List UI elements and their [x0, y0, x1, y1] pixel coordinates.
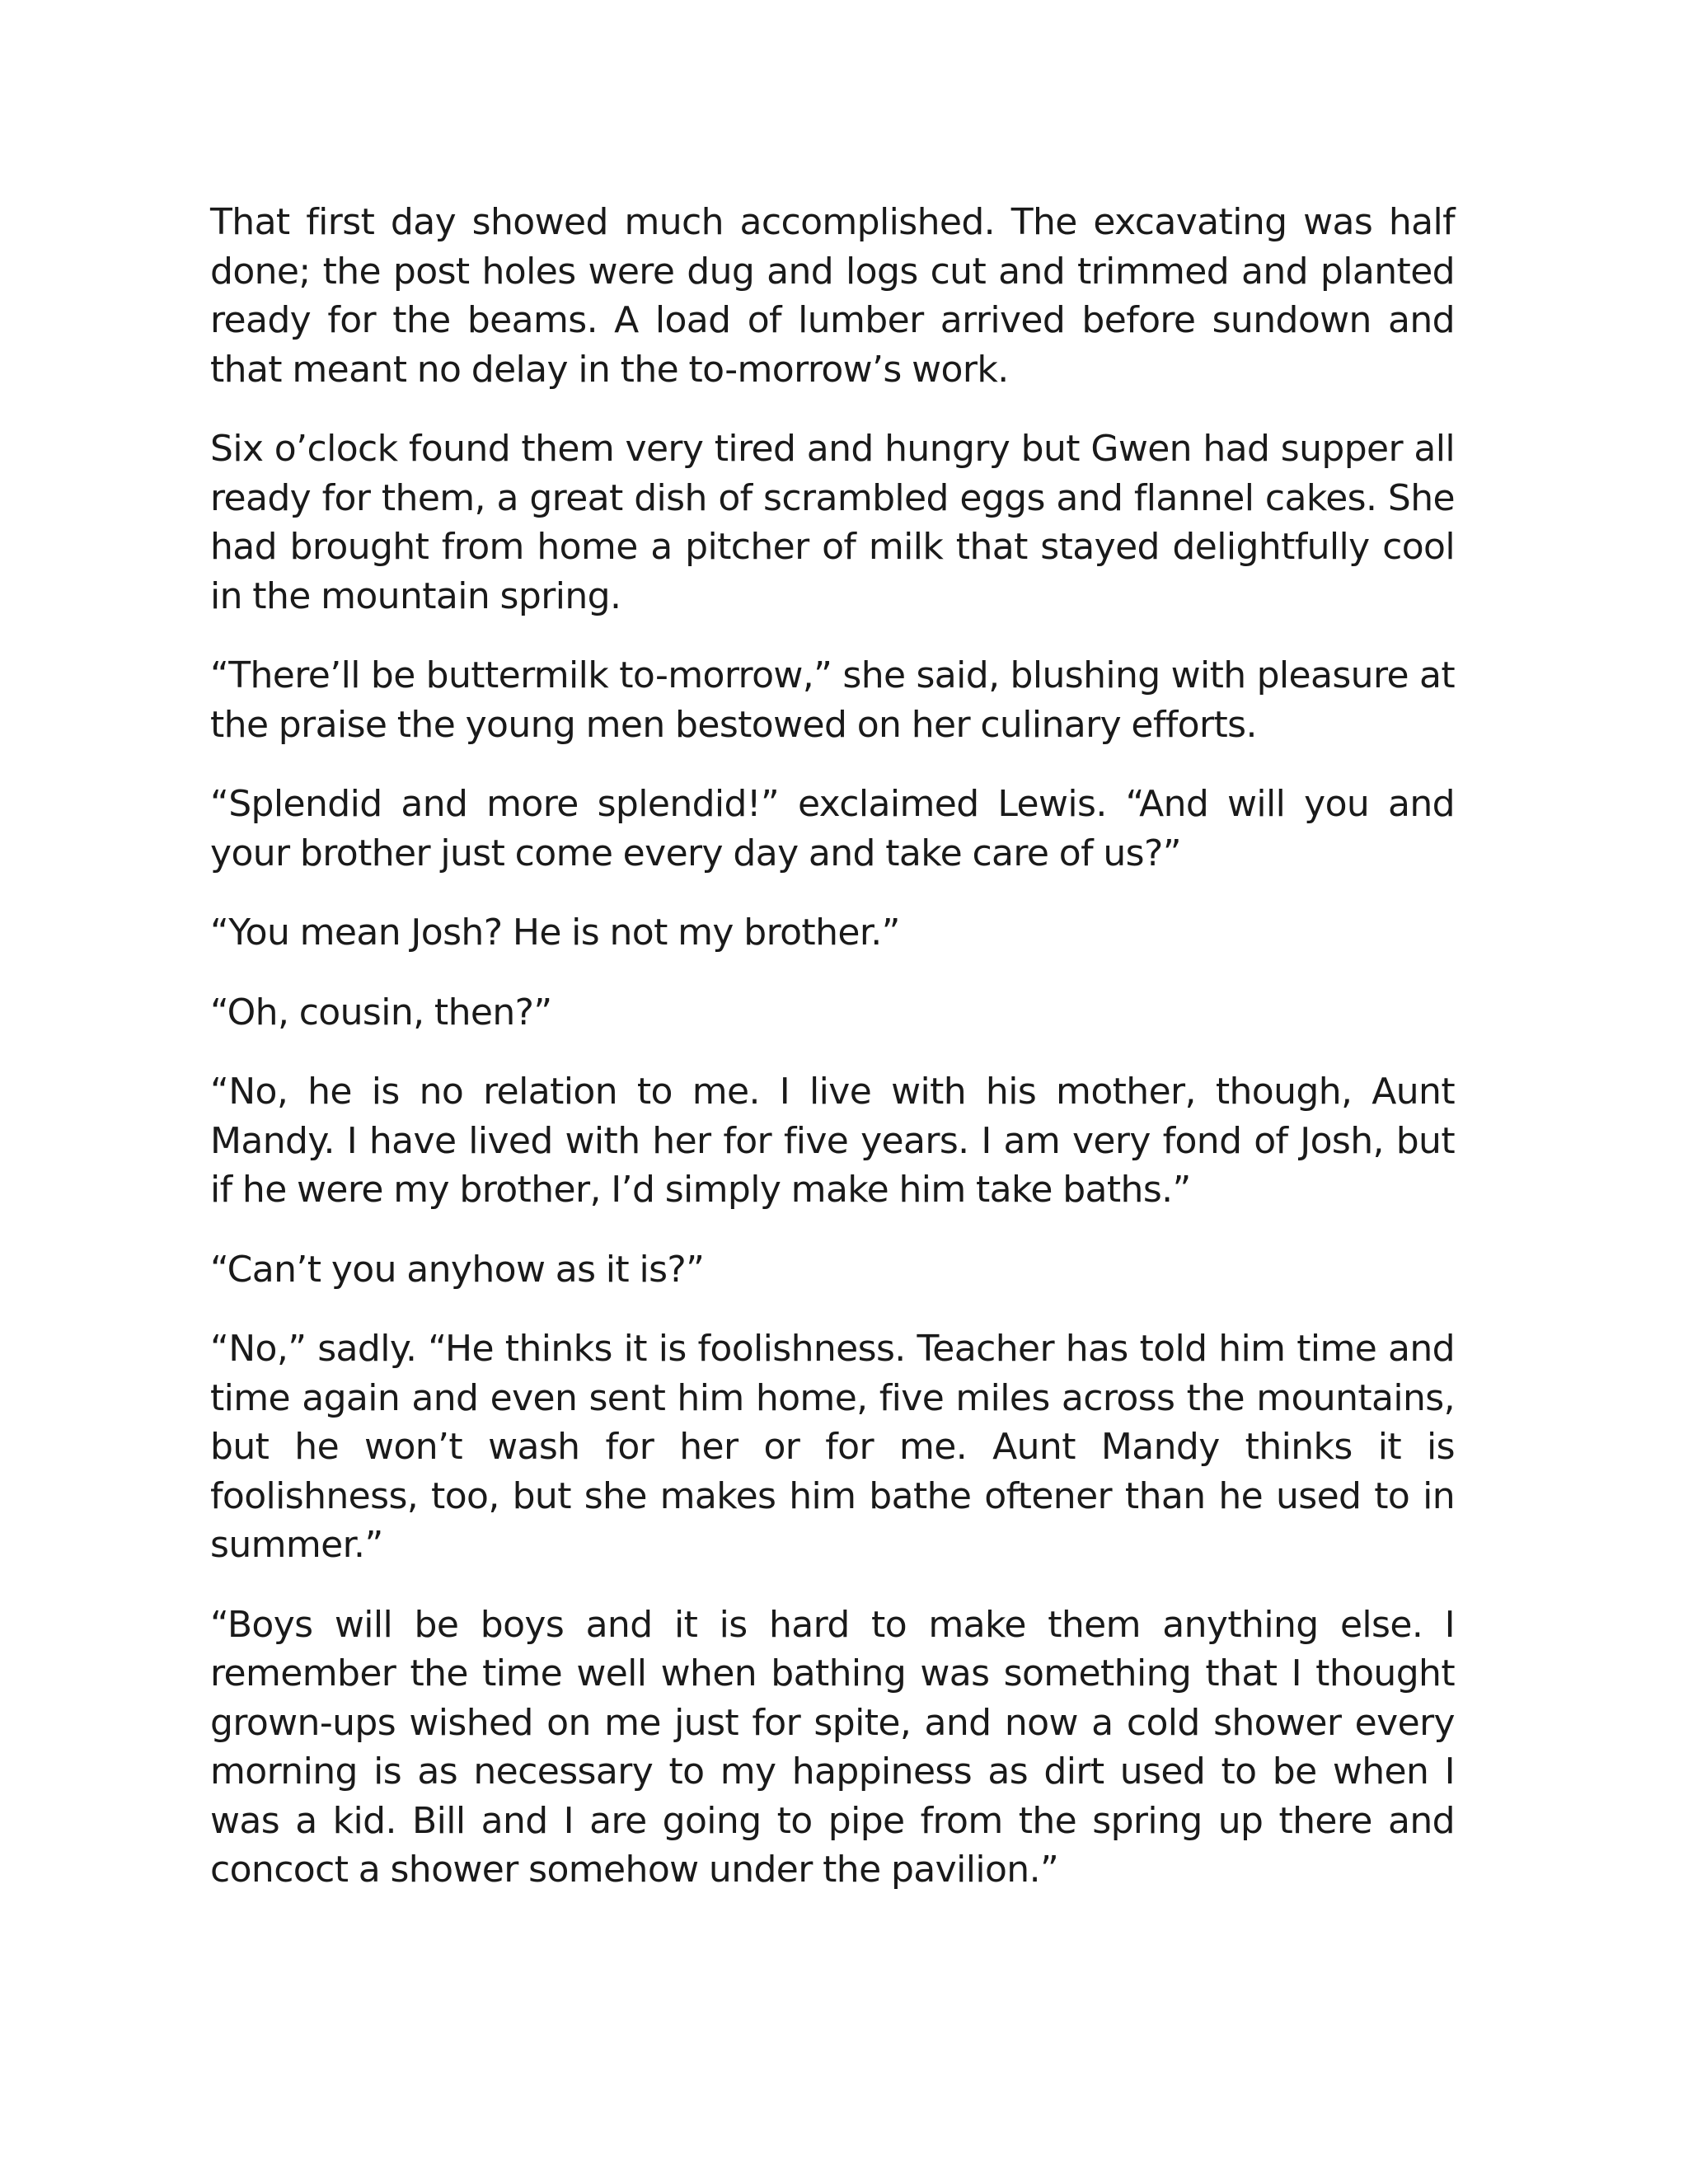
paragraph: “Can’t you anyhow as it is?” [210, 1248, 705, 1291]
paragraph: “Oh, cousin, then?” [210, 991, 552, 1033]
paragraph: “Splendid and more splendid!” exclaimed Lewis. “And will you and your brother just come every day and take care of us?” [210, 783, 1455, 874]
paragraph: “No, he is no relation to me. I live with his mother, though, Aunt Mandy. I have lived with her for five years. I am very fond of Josh, but if he were my brother, I’d simply make him take baths.” [210, 1071, 1455, 1211]
paragraph: “You mean Josh? He is not my brother.” [210, 912, 900, 954]
paragraph: “There’ll be buttermilk to-morrow,” she said, blushing with pleasure at the praise the young men bestowed on her culinary efforts. [210, 654, 1455, 746]
paragraph: “No,” sadly. “He thinks it is foolishness. Teacher has told him time and time again and even sent him home, five miles across the mountains, but he won’t wash for her or for me. Aunt Mandy thinks it is foolishness, too, but she makes him bathe oftener than he used to in summer.” [210, 1328, 1455, 1566]
page-body [210, 198, 1455, 1925]
paragraph: “Boys will be boys and it is hard to make them anything else. I remember the time well when bathing was something that I thought grown-ups wished on me just for spite, and now a cold shower every morning is as necessary to my happiness as dirt used to be when I was a kid. Bill and I are going to pipe from the spring up there and concoct a shower somehow under the pavilion.” [210, 1603, 1455, 1891]
paragraph: Six o’clock found them very tired and hungry but Gwen had supper all ready for them, a great dish of scrambled eggs and flannel cakes. She had brought from home a pitcher of milk that stayed delightfully cool in the mountain spring. [210, 428, 1455, 617]
paragraph: That first day showed much accomplished. The excavating was half done; the post holes were dug and logs cut and trimmed and planted ready for the beams. A load of lumber arrived before sundown and that meant no delay in the to-morrow’s work. [210, 201, 1455, 391]
